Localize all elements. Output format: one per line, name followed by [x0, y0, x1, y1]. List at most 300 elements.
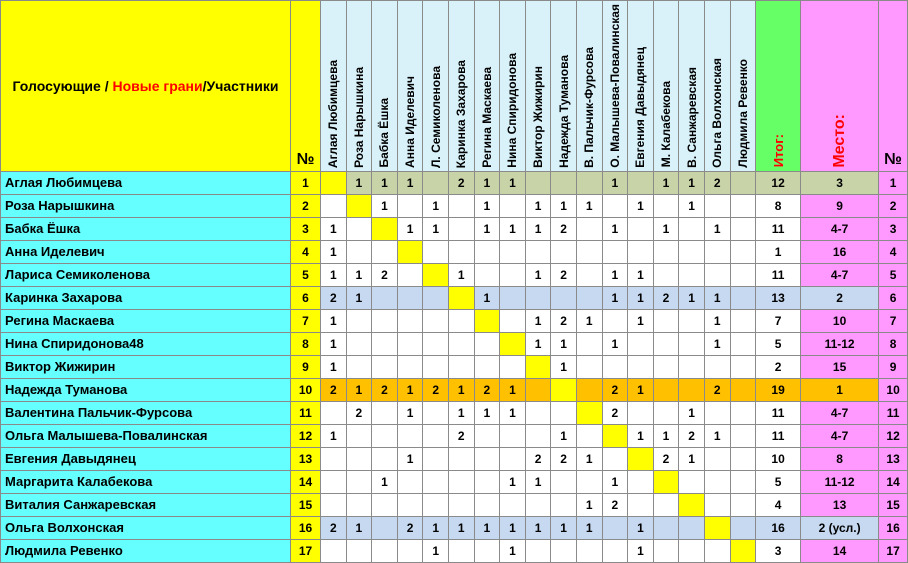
- row-number-right: 3: [879, 217, 908, 240]
- vote-cell: [397, 194, 423, 217]
- vote-cell: 1: [628, 286, 654, 309]
- vote-cell: 2: [551, 263, 577, 286]
- vote-cell: 1: [500, 171, 526, 194]
- vote-cell: 1: [321, 332, 347, 355]
- self-vote-cell: [730, 539, 756, 562]
- vote-cell: [474, 240, 500, 263]
- vote-cell: [679, 539, 705, 562]
- column-header: М. Калабекова: [653, 1, 679, 172]
- vote-cell: 2: [551, 217, 577, 240]
- vote-cell: [321, 194, 347, 217]
- vote-cell: [474, 493, 500, 516]
- place-cell: 2 (усл.): [801, 516, 879, 539]
- vote-cell: [679, 378, 705, 401]
- vote-cell: [653, 493, 679, 516]
- vote-cell: [602, 539, 628, 562]
- vote-cell: [346, 447, 372, 470]
- total-cell: 3: [756, 539, 801, 562]
- self-vote-cell: [576, 401, 602, 424]
- vote-cell: [576, 332, 602, 355]
- total-cell: 2: [756, 355, 801, 378]
- header-total: Итог:: [756, 1, 801, 172]
- vote-cell: 1: [602, 470, 628, 493]
- vote-cell: [704, 401, 730, 424]
- vote-cell: [397, 539, 423, 562]
- vote-cell: 2: [653, 286, 679, 309]
- vote-cell: 1: [321, 424, 347, 447]
- total-cell: 13: [756, 286, 801, 309]
- self-vote-cell: [602, 424, 628, 447]
- vote-cell: [500, 493, 526, 516]
- vote-cell: [397, 470, 423, 493]
- column-header: Регина Маскаева: [474, 1, 500, 172]
- vote-cell: 1: [576, 194, 602, 217]
- self-vote-cell: [653, 470, 679, 493]
- vote-cell: [730, 493, 756, 516]
- vote-cell: [372, 355, 398, 378]
- vote-cell: [679, 355, 705, 378]
- vote-cell: [448, 493, 474, 516]
- vote-cell: [372, 493, 398, 516]
- vote-cell: [730, 470, 756, 493]
- vote-cell: 1: [397, 401, 423, 424]
- vote-cell: 2: [704, 171, 730, 194]
- vote-cell: 1: [679, 286, 705, 309]
- vote-cell: [525, 493, 551, 516]
- vote-cell: [372, 401, 398, 424]
- vote-cell: [423, 493, 449, 516]
- vote-cell: [653, 194, 679, 217]
- vote-cell: 1: [551, 516, 577, 539]
- row-number-right: 6: [879, 286, 908, 309]
- row-number-right: 1: [879, 171, 908, 194]
- total-cell: 12: [756, 171, 801, 194]
- vote-cell: [525, 240, 551, 263]
- table-row: [1, 516, 908, 539]
- vote-cell: 1: [346, 171, 372, 194]
- vote-cell: [704, 194, 730, 217]
- vote-cell: 1: [576, 493, 602, 516]
- vote-cell: 1: [397, 378, 423, 401]
- place-cell: 3: [801, 171, 879, 194]
- vote-cell: 1: [448, 516, 474, 539]
- total-cell: 11: [756, 217, 801, 240]
- self-vote-cell: [679, 493, 705, 516]
- vote-cell: [628, 401, 654, 424]
- vote-cell: 1: [448, 263, 474, 286]
- vote-cell: [730, 447, 756, 470]
- vote-cell: [551, 539, 577, 562]
- vote-cell: [346, 493, 372, 516]
- vote-cell: [704, 240, 730, 263]
- column-header: Людмила Ревенко: [730, 1, 756, 172]
- vote-cell: [704, 470, 730, 493]
- vote-cell: [730, 240, 756, 263]
- vote-cell: [397, 493, 423, 516]
- self-vote-cell: [423, 263, 449, 286]
- vote-cell: [679, 516, 705, 539]
- vote-cell: [679, 470, 705, 493]
- vote-cell: 1: [321, 217, 347, 240]
- vote-cell: [423, 286, 449, 309]
- vote-cell: [730, 355, 756, 378]
- total-cell: 5: [756, 332, 801, 355]
- vote-cell: 1: [525, 217, 551, 240]
- vote-cell: 1: [525, 470, 551, 493]
- vote-cell: [321, 401, 347, 424]
- vote-cell: [346, 240, 372, 263]
- row-number-right: 7: [879, 309, 908, 332]
- vote-cell: 1: [679, 447, 705, 470]
- vote-cell: [397, 309, 423, 332]
- vote-cell: [525, 539, 551, 562]
- total-cell: 7: [756, 309, 801, 332]
- participant-name: Каринка Захарова: [1, 286, 291, 309]
- vote-cell: 1: [474, 401, 500, 424]
- vote-cell: [704, 447, 730, 470]
- row-number: 11: [291, 401, 321, 424]
- participant-name: Регина Маскаева: [1, 309, 291, 332]
- table-row: [1, 539, 908, 562]
- vote-cell: 1: [346, 286, 372, 309]
- vote-cell: 1: [448, 378, 474, 401]
- vote-cell: [372, 424, 398, 447]
- vote-cell: 2: [551, 447, 577, 470]
- vote-cell: 1: [423, 217, 449, 240]
- vote-cell: [576, 217, 602, 240]
- vote-cell: 2: [346, 401, 372, 424]
- vote-cell: [372, 447, 398, 470]
- self-vote-cell: [321, 171, 347, 194]
- vote-cell: 1: [653, 171, 679, 194]
- vote-cell: [372, 240, 398, 263]
- vote-cell: [653, 240, 679, 263]
- vote-cell: [602, 447, 628, 470]
- self-vote-cell: [397, 240, 423, 263]
- vote-cell: [730, 171, 756, 194]
- self-vote-cell: [372, 217, 398, 240]
- table-row: [1, 378, 908, 401]
- vote-cell: 2: [321, 286, 347, 309]
- vote-cell: 1: [628, 194, 654, 217]
- vote-cell: 2: [551, 309, 577, 332]
- column-header: Бабка Ёшка: [372, 1, 398, 172]
- table-row: [1, 263, 908, 286]
- vote-cell: [576, 470, 602, 493]
- vote-cell: 1: [448, 401, 474, 424]
- vote-cell: [397, 263, 423, 286]
- vote-cell: 1: [551, 355, 577, 378]
- vote-cell: [730, 286, 756, 309]
- vote-cell: 1: [525, 516, 551, 539]
- participant-name: Бабка Ёшка: [1, 217, 291, 240]
- vote-cell: 1: [628, 424, 654, 447]
- column-header: В. Пальчик-Фурсова: [576, 1, 602, 172]
- row-number: 7: [291, 309, 321, 332]
- vote-cell: [551, 240, 577, 263]
- vote-cell: [525, 286, 551, 309]
- table-row: [1, 355, 908, 378]
- row-number: 15: [291, 493, 321, 516]
- row-number-right: 10: [879, 378, 908, 401]
- vote-cell: 2: [474, 378, 500, 401]
- vote-cell: 1: [474, 286, 500, 309]
- table-row: [1, 309, 908, 332]
- vote-cell: [576, 378, 602, 401]
- vote-cell: [576, 240, 602, 263]
- vote-cell: 1: [423, 539, 449, 562]
- vote-cell: 1: [321, 309, 347, 332]
- vote-cell: [500, 263, 526, 286]
- vote-cell: 1: [500, 516, 526, 539]
- vote-cell: 2: [525, 447, 551, 470]
- vote-cell: [448, 309, 474, 332]
- vote-cell: [500, 309, 526, 332]
- vote-cell: [653, 516, 679, 539]
- table-row: [1, 424, 908, 447]
- vote-cell: [500, 194, 526, 217]
- vote-cell: [423, 447, 449, 470]
- row-number: 12: [291, 424, 321, 447]
- row-number: 6: [291, 286, 321, 309]
- place-cell: 2: [801, 286, 879, 309]
- vote-cell: 1: [628, 516, 654, 539]
- total-cell: 19: [756, 378, 801, 401]
- row-number-right: 11: [879, 401, 908, 424]
- vote-cell: [576, 263, 602, 286]
- vote-cell: [679, 332, 705, 355]
- vote-cell: 1: [397, 171, 423, 194]
- vote-cell: [423, 401, 449, 424]
- vote-cell: [679, 309, 705, 332]
- participant-name: Людмила Ревенко: [1, 539, 291, 562]
- vote-cell: 1: [704, 332, 730, 355]
- table-row: [1, 332, 908, 355]
- vote-cell: 2: [448, 171, 474, 194]
- vote-cell: [628, 355, 654, 378]
- row-number: 17: [291, 539, 321, 562]
- total-cell: 10: [756, 447, 801, 470]
- table-row: [1, 217, 908, 240]
- vote-cell: [730, 217, 756, 240]
- vote-cell: [602, 240, 628, 263]
- vote-cell: 2: [602, 378, 628, 401]
- participant-name: Маргарита Калабекова: [1, 470, 291, 493]
- vote-cell: [602, 194, 628, 217]
- vote-cell: 1: [551, 194, 577, 217]
- vote-cell: 2: [704, 378, 730, 401]
- place-cell: 4-7: [801, 263, 879, 286]
- vote-cell: [653, 378, 679, 401]
- vote-cell: 1: [602, 171, 628, 194]
- vote-cell: [423, 171, 449, 194]
- total-cell: 16: [756, 516, 801, 539]
- vote-cell: 2: [321, 378, 347, 401]
- vote-cell: [500, 355, 526, 378]
- vote-cell: 1: [500, 217, 526, 240]
- table-row: [1, 240, 908, 263]
- vote-cell: 1: [525, 332, 551, 355]
- column-header: Аглая Любимцева: [321, 1, 347, 172]
- vote-cell: [448, 539, 474, 562]
- vote-cell: [653, 309, 679, 332]
- vote-cell: [423, 240, 449, 263]
- row-number-right: 9: [879, 355, 908, 378]
- vote-cell: [346, 539, 372, 562]
- row-number: 1: [291, 171, 321, 194]
- row-number-right: 13: [879, 447, 908, 470]
- place-cell: 13: [801, 493, 879, 516]
- participant-name: Роза Нарышкина: [1, 194, 291, 217]
- vote-cell: [397, 332, 423, 355]
- vote-cell: 1: [372, 194, 398, 217]
- row-number-right: 14: [879, 470, 908, 493]
- vote-cell: [551, 493, 577, 516]
- vote-cell: [321, 470, 347, 493]
- vote-cell: [372, 539, 398, 562]
- vote-cell: [346, 470, 372, 493]
- vote-cell: [423, 332, 449, 355]
- column-header: Л. Семиколенова: [423, 1, 449, 172]
- vote-cell: [679, 240, 705, 263]
- vote-cell: [704, 263, 730, 286]
- vote-cell: 1: [346, 516, 372, 539]
- row-number-right: 2: [879, 194, 908, 217]
- vote-cell: [474, 539, 500, 562]
- vote-cell: [448, 194, 474, 217]
- vote-cell: 1: [628, 309, 654, 332]
- vote-cell: [346, 217, 372, 240]
- vote-cell: [500, 424, 526, 447]
- participant-name: Евгения Давыдянец: [1, 447, 291, 470]
- column-header: Ольга Волхонская: [704, 1, 730, 172]
- vote-cell: [628, 470, 654, 493]
- vote-cell: 1: [551, 332, 577, 355]
- vote-cell: [602, 355, 628, 378]
- vote-cell: 1: [500, 401, 526, 424]
- vote-cell: [448, 217, 474, 240]
- vote-cell: [704, 355, 730, 378]
- header-place: Место:: [801, 1, 879, 172]
- vote-cell: 1: [551, 424, 577, 447]
- table-row: [1, 286, 908, 309]
- table-row: [1, 171, 908, 194]
- vote-cell: 1: [321, 355, 347, 378]
- row-number-right: 5: [879, 263, 908, 286]
- vote-cell: 1: [321, 263, 347, 286]
- vote-cell: [704, 493, 730, 516]
- vote-cell: 1: [704, 309, 730, 332]
- vote-cell: [704, 539, 730, 562]
- place-cell: 8: [801, 447, 879, 470]
- vote-cell: [653, 355, 679, 378]
- self-vote-cell: [704, 516, 730, 539]
- row-number-right: 17: [879, 539, 908, 562]
- vote-cell: [500, 447, 526, 470]
- vote-cell: 1: [679, 171, 705, 194]
- participant-name: Анна Иделевич: [1, 240, 291, 263]
- column-header: Роза Нарышкина: [346, 1, 372, 172]
- vote-cell: [372, 286, 398, 309]
- vote-cell: [346, 355, 372, 378]
- vote-cell: [321, 539, 347, 562]
- place-cell: 15: [801, 355, 879, 378]
- vote-cell: [576, 424, 602, 447]
- vote-cell: [628, 493, 654, 516]
- vote-cell: 1: [500, 470, 526, 493]
- vote-cell: 1: [397, 447, 423, 470]
- vote-cell: [372, 516, 398, 539]
- self-vote-cell: [448, 286, 474, 309]
- row-number-right: 15: [879, 493, 908, 516]
- vote-cell: [448, 470, 474, 493]
- vote-cell: 1: [653, 424, 679, 447]
- vote-cell: [474, 263, 500, 286]
- vote-cell: 1: [576, 309, 602, 332]
- row-number-right: 12: [879, 424, 908, 447]
- vote-cell: 2: [372, 378, 398, 401]
- vote-cell: 1: [628, 263, 654, 286]
- vote-cell: 2: [372, 263, 398, 286]
- column-header: Каринка Захарова: [448, 1, 474, 172]
- title-participants: /Участники: [202, 77, 279, 94]
- vote-cell: 1: [679, 401, 705, 424]
- header-number: №: [291, 1, 321, 172]
- vote-cell: [730, 401, 756, 424]
- vote-cell: [628, 240, 654, 263]
- table-row: [1, 401, 908, 424]
- vote-cell: [474, 470, 500, 493]
- total-cell: 8: [756, 194, 801, 217]
- vote-cell: 2: [321, 516, 347, 539]
- vote-cell: [474, 355, 500, 378]
- table-title: [1, 1, 291, 172]
- title-voters: Голосующие /: [12, 77, 113, 94]
- vote-cell: [551, 171, 577, 194]
- vote-cell: [448, 447, 474, 470]
- vote-cell: 1: [602, 217, 628, 240]
- vote-cell: [730, 332, 756, 355]
- place-cell: 10: [801, 309, 879, 332]
- participant-name: Ольга Волхонская: [1, 516, 291, 539]
- vote-cell: 1: [576, 447, 602, 470]
- title-brand: Новые грани: [112, 77, 203, 94]
- vote-cell: [730, 378, 756, 401]
- vote-cell: [346, 424, 372, 447]
- participant-name: Лариса Семиколенова: [1, 263, 291, 286]
- vote-cell: 1: [653, 217, 679, 240]
- total-cell: 4: [756, 493, 801, 516]
- vote-cell: [551, 286, 577, 309]
- participant-name: Надежда Туманова: [1, 378, 291, 401]
- row-number: 13: [291, 447, 321, 470]
- vote-cell: 1: [602, 286, 628, 309]
- vote-cell: 1: [602, 263, 628, 286]
- vote-cell: [500, 240, 526, 263]
- vote-cell: [576, 539, 602, 562]
- vote-cell: [576, 355, 602, 378]
- vote-cell: 2: [448, 424, 474, 447]
- row-number: 8: [291, 332, 321, 355]
- place-cell: 4-7: [801, 217, 879, 240]
- row-number: 14: [291, 470, 321, 493]
- place-cell: 9: [801, 194, 879, 217]
- column-header: О. Малышева-Повалинская: [602, 1, 628, 172]
- row-number: 5: [291, 263, 321, 286]
- vote-cell: 2: [602, 493, 628, 516]
- vote-cell: [730, 516, 756, 539]
- vote-cell: [730, 424, 756, 447]
